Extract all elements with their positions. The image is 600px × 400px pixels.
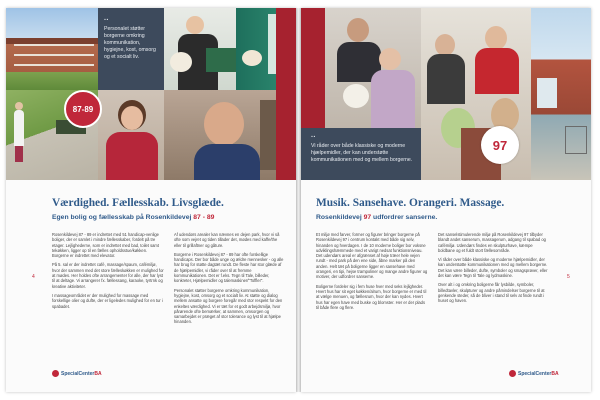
left-address-badge: 87-89	[64, 90, 102, 128]
left-page-heading: Værdighed. Fællesskab. Livsglæde.	[52, 197, 224, 209]
logo-mark-icon	[52, 370, 59, 377]
right-logo: SpecialCenterBA	[509, 370, 559, 377]
left-red-accent	[276, 8, 296, 180]
left-col2-paragraph: Af udendørs arealer kan nævnes en dejen park, hvor vi så ofte som vejret og tiden tillader det, mødes med kaffe/the eller til grillaftner og gåture.	[174, 232, 280, 248]
group-with-toy-photo	[325, 8, 421, 128]
left-col1-paragraph: I massageområdet er der mulighed for massage med forskellige olier og dufte, der er ligeledes mulighed for en tur i spabadet.	[52, 292, 163, 309]
left-text-column-2	[174, 232, 284, 329]
right-caption-text: Vi råder over både klassiske og moderne hjælpemidler, der kan understøtte kommunikationen med og mellem borgerne.	[311, 143, 413, 163]
garden-terrace-photo	[531, 8, 591, 180]
caption-quote-mark: ··	[104, 17, 109, 24]
left-page	[6, 8, 296, 392]
right-text-column-1	[316, 232, 428, 314]
right-page-heading: Musik. Sansehave. Orangeri. Massage.	[316, 197, 505, 209]
left-col2-paragraph: Borgerne i Rosenkildevej 87 - 89 har ofte forskellige handicaps. Der bor både unge og ældre mennesker - og alle har brug for støtte dagtæt rundt. De fleste har stor glæde af de hjælpemidler, vi råder over til at fremme kommunikationen. Det er f.eks. Tegn til Tale, billeder, konkreter, Hjælpemidler og talemaskiner/"Toffler".	[174, 251, 284, 284]
left-page-subheading: Egen bolig og fællesskab på Rosenkildevej 87 - 89	[52, 214, 215, 221]
caption-quote-mark: ··	[311, 134, 316, 141]
right-page	[301, 8, 591, 392]
right-col2-paragraph: Vi råder over både klassiske og moderne hjælpemidler, der kan understøtte kommunikationen med og mellem borgerne. Det kan være billeder, dufte, symboler og smagsprøver, eller det kan være Tegn til Tale og lydmaskine.	[438, 257, 548, 279]
left-col1-paragraph: Rosenkildevej 87 - 89 er indrettet med 51 handicap-venlige boliger, der er samlet i mindre fællesskaber, fordelt på tre etager. Lejlighederne, som er indrettet med bad, toilet samt tekøkken, ligger op til en fælles opholdsstue/køkken. Borgerne er indrettet med elevator.	[52, 232, 159, 259]
left-text-column-1	[52, 232, 164, 313]
right-page-subheading: Rosenkildevej 97 udfordrer sanserne.	[316, 214, 438, 221]
left-caption-text: Personalet støtter borgerne omkring kommunikation, hygiejne, kost, omsorg og et socialt liv.	[104, 26, 156, 60]
right-text-column-2	[438, 232, 550, 308]
logo-mark-icon	[509, 370, 516, 377]
woman-in-red-photo	[98, 90, 164, 180]
right-col2-paragraph: Det sanselstimulerende miljø på Rosenkildevej 97 tilbyder blandt andet sanserum, massagerum, adgang til spabad og cafémiljø. Udendørs findes en skulpturhave, kæmpe boldbane og et fuldt stort fællesområde.	[438, 232, 546, 253]
left-caption-box	[98, 8, 164, 90]
woman-with-toy-photo	[164, 8, 236, 90]
right-col2-paragraph: Over alt i og omkring boligerne får lysbilde, symboler, billedtavler, skulpturer og andre påmindelser borgerne til at genkende steder, så de bliver i stand til selv at finde rundt i huset og haven.	[438, 282, 545, 304]
right-col1-paragraph: Boligerne fordeler sig i fem huse hver med seks lejligheder. Hvert hus har sit eget køkken/alrum, hvor borgerne er med til at vælge menuen, og fællesrum, hvor der kan nydes. Hvert hus har egen have med buske og blomster. Her er der plads til både flere og flere.	[316, 283, 427, 310]
left-logo: SpecialCenterBA	[52, 370, 102, 377]
right-col1-paragraph: Et miljø med farver, former og figurer bringer borgerne på Rosenkildevej 97 i centrum kontakt med både sig selv, hinanden og hverdagen. I de 10 moderne boliger bor voksne udviklingshæmmede med et varigt nedsat funktionsniveau. Det udendørs areal er afgrænset af høje træer hele vejen rundt - med park på den ene side, åbne marker på den anden. Helt tæt på boligerne ligger en sansehave med orangeri, en tipi, hejse trampoliner og mange andre figurer og motiver, der udfordrer sanserne.	[316, 232, 428, 280]
left-col1-paragraph: På 5. sal er der indrettet café, massage/spaum, cafémiljø, hvor der sammen med det store fælleskøkken er mulighed for at mødes. Her holdes ofte arrangementer for alle, der har lyst til at deltage. Vi arrangerer fx. fællessang, karaoke, tyrtrnk og kreative aktiviteter.	[52, 262, 164, 289]
right-address-badge: 97	[481, 126, 519, 164]
left-col2-paragraph: Personalet støtter borgerne omkring kommunikation, hygiejne, kost, omsorg og et socialt liv. At støtte og dialog mellem ansatte og borgere foregår med stor respekt for den enkeltes værdighed. Vi er tæt for et godt arbejdsmiljø, hvor pårørende ofte bemærker, at sammen, omsorgen og samarbejdet er præget af stor tolerance og lyst til at hjælpe hinanden.	[174, 287, 283, 325]
right-caption-box	[301, 128, 421, 180]
right-page-number: 5	[567, 274, 570, 280]
left-page-number: 4	[32, 274, 35, 280]
building-photo	[6, 8, 98, 90]
